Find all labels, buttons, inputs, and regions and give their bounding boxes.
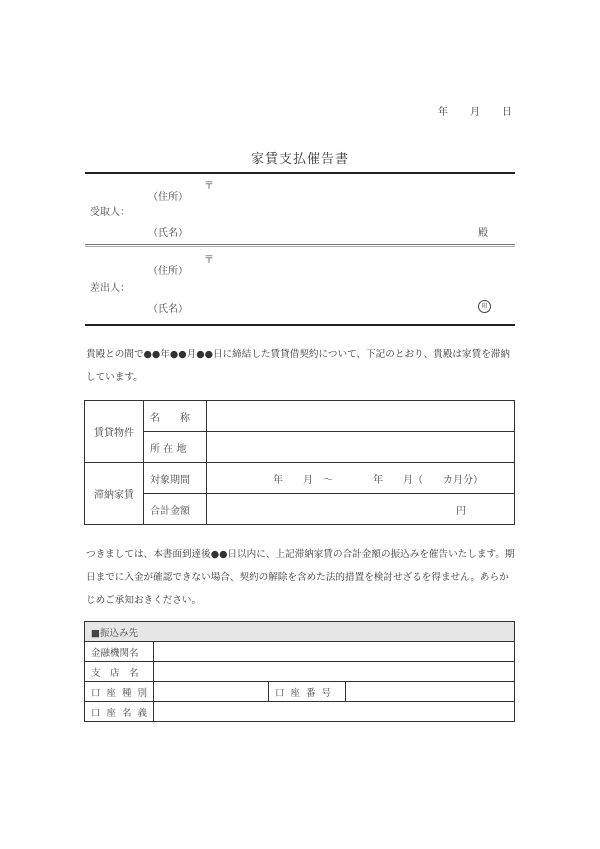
page-title: 家賃支払催告書 [250, 152, 349, 167]
property-table [84, 400, 515, 525]
period-label: 対象期間 [144, 463, 207, 494]
property-name-label: 名 称 [144, 401, 207, 432]
branch-value[interactable] [154, 662, 515, 682]
account-type-label: 口座種別 [85, 682, 154, 702]
date-line [438, 103, 512, 118]
recipient-address-label: （住所） [148, 192, 188, 203]
period-value[interactable]: 年 月 ～ 年 月（ カ月分） [207, 463, 515, 494]
divider-bottom [85, 324, 515, 326]
divider-middle [85, 244, 515, 247]
bank-name-value[interactable] [154, 642, 515, 662]
account-number-value[interactable] [346, 682, 515, 702]
demand-paragraph: つきましては、本書面到達後●●日以内に、上記滞納家賃の合計金額の振込みを催告いたします。期日までに入金が確認できない場合、契約の解除を含めた法的措置を検討せざるを得ません。あらかじめご承知おきください。 [86, 549, 515, 606]
honorific: 殿 [478, 228, 488, 239]
account-number-label: 口座番号 [269, 682, 346, 702]
property-group-label: 賃貸物件 [85, 401, 144, 463]
property-address-label: 所 在 地 [144, 432, 207, 463]
bank-table-header: ■振込み先 [85, 622, 515, 642]
recipient-name-label: （氏名） [148, 228, 188, 239]
total-value[interactable]: 円 [207, 494, 515, 525]
divider-top [85, 172, 515, 174]
bank-table [84, 621, 515, 722]
recipient-label: 受取人： [90, 207, 130, 218]
sender-postal-mark: 〒 [204, 255, 214, 266]
seal-icon: 印 [478, 300, 491, 313]
sender-label: 差出人： [90, 283, 130, 294]
property-address-value[interactable] [207, 432, 515, 463]
arrears-group-label: 滞納家賃 [85, 463, 144, 525]
account-type-value[interactable] [154, 682, 269, 702]
notice-paragraph: 貴殿との間で●●年●●月●●日に締結した賃貸借契約について、下記のとおり、貴殿は家賃を滞納しています。 [86, 349, 510, 383]
total-label: 合計金額 [144, 494, 207, 525]
sender-address-label: （住所） [148, 266, 188, 277]
date-month: 月 [470, 107, 480, 118]
date-year: 年 [438, 107, 448, 118]
account-holder-value[interactable] [154, 702, 515, 722]
account-holder-label: 口座名義 [85, 702, 154, 722]
property-name-value[interactable] [207, 401, 515, 432]
recipient-postal-mark: 〒 [204, 181, 214, 192]
sender-name-label: （氏名） [148, 304, 188, 315]
bank-name-label: 金融機関名 [85, 642, 154, 662]
branch-label: 支 店 名 [85, 662, 154, 682]
date-day: 日 [502, 107, 512, 118]
